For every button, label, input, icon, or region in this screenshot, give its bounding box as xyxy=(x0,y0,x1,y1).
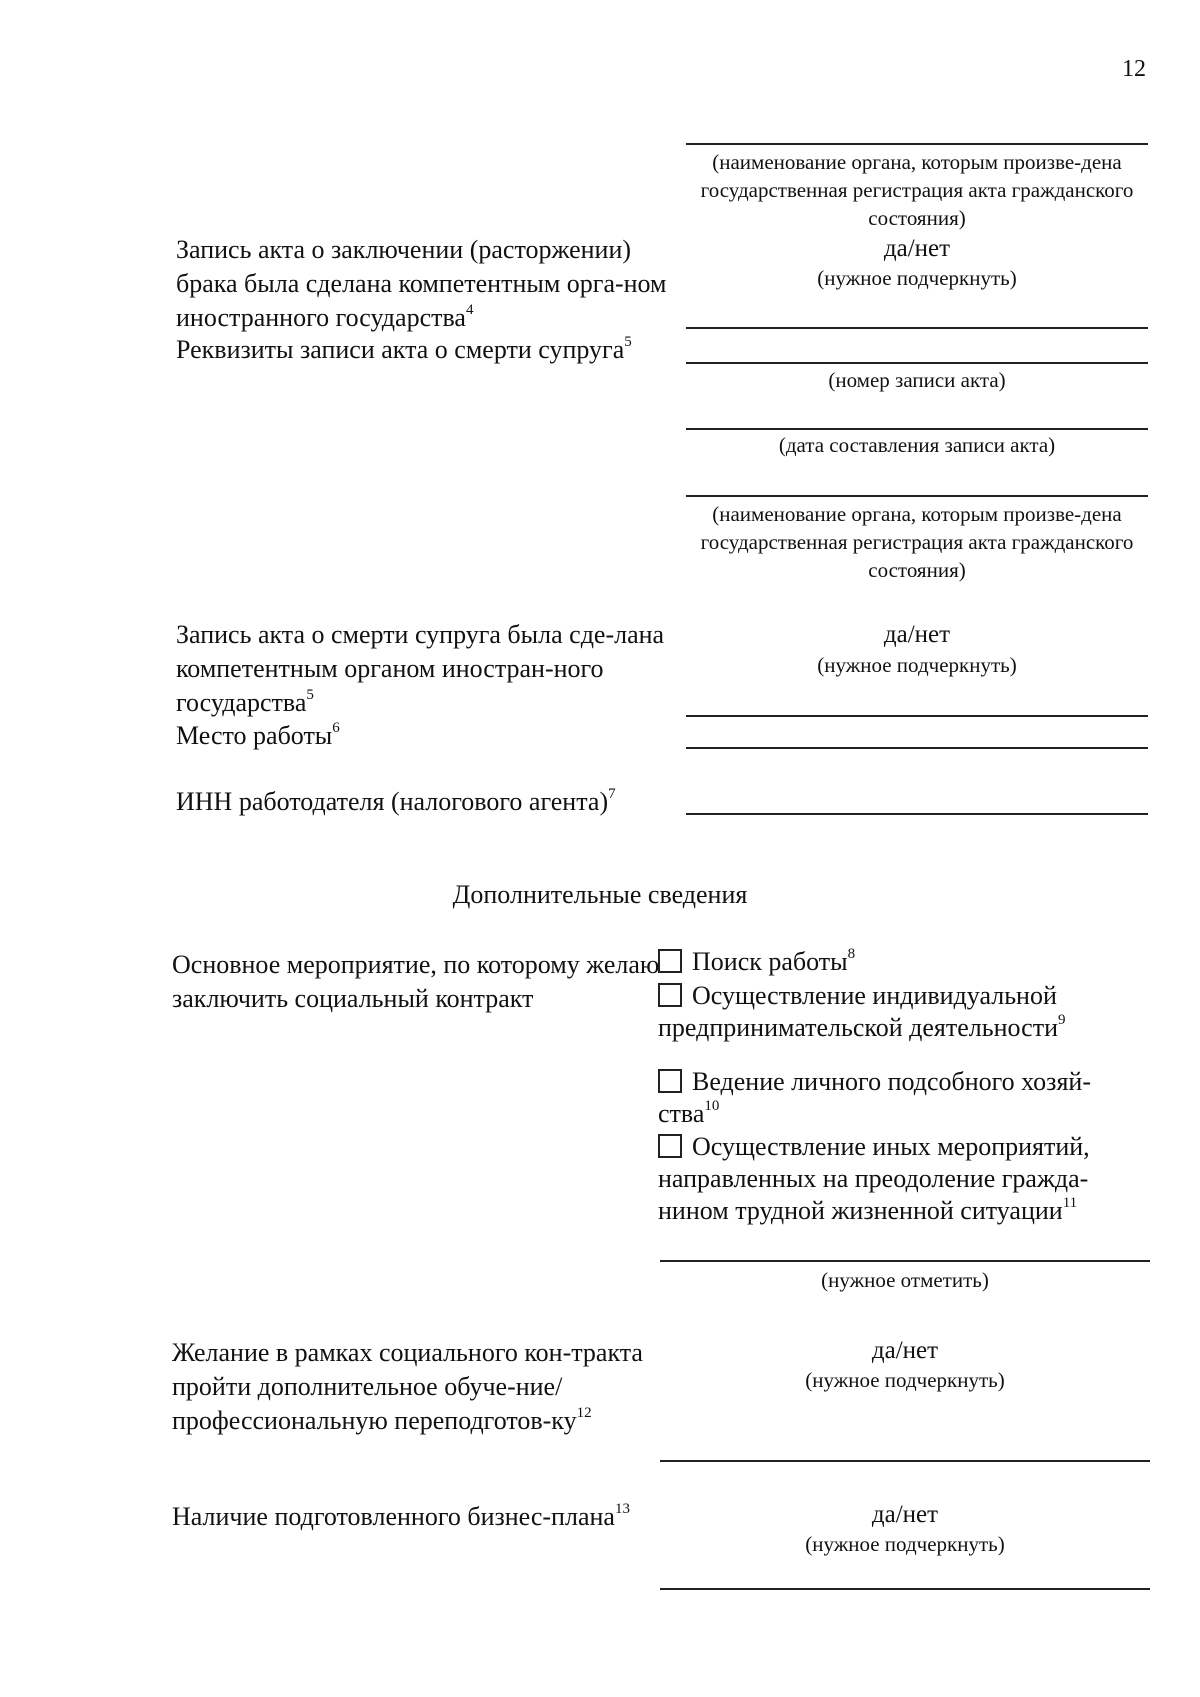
separator-line xyxy=(686,715,1148,717)
section-title: Дополнительные сведения xyxy=(452,880,748,909)
workplace-label: Место работы$^6$ xyxy=(176,720,340,750)
footnote-ref: 9 xyxy=(1057,1012,1066,1029)
record-number-caption: (номер записи акта) xyxy=(828,368,1006,392)
main-activity-label: Основное мероприятие, по которому желаю заключить социальный контракт xyxy=(172,950,660,1013)
checkbox[interactable] xyxy=(658,983,682,1007)
org-caption: (наименование органа, которым произве-дена государственная регистрация акта гражданского состояния) xyxy=(700,502,1134,582)
option-subsidiary-farming[interactable]: Ведение личного подсобного хозяй-ства$^{10}$ xyxy=(658,1067,1091,1128)
option-job-search[interactable]: Поиск работы$^8$ xyxy=(658,946,1128,978)
footnote-ref: 7 xyxy=(608,786,616,803)
org-name-line[interactable] xyxy=(686,143,1148,145)
org-caption: (наименование органа, которым произве-дена государственная регистрация акта гражданского состояния) xyxy=(700,150,1134,230)
training-hint: (нужное подчеркнуть) xyxy=(805,1368,1005,1392)
business-plan-hint: (нужное подчеркнуть) xyxy=(805,1532,1005,1556)
marriage-hint: (нужное подчеркнуть) xyxy=(817,266,1017,290)
marriage-answer[interactable]: да/нет xyxy=(883,235,951,262)
separator-line xyxy=(660,1260,1150,1262)
option-entrepreneurship[interactable]: Осуществление индивидуальной предпринимательской деятельности$^9$ xyxy=(658,981,1066,1042)
footnote-ref: 4 xyxy=(465,302,474,319)
death-foreign-label: Запись акта о смерти супруга была сде-лана компетентным органом иностран-ного государства$^5$ xyxy=(176,620,665,717)
separator-line xyxy=(686,327,1148,329)
inn-label: ИНН работодателя (налогового агента)$^7$ xyxy=(176,786,616,816)
death-details-label: Реквизиты записи акта о смерти супруга$^5$ xyxy=(176,334,632,364)
inn-line[interactable] xyxy=(686,813,1148,815)
option-other-measures[interactable]: Осуществление иных мероприятий, направленных на преодоление гражда-нином трудной жизненной ситуации$^{11}$ xyxy=(658,1132,1090,1225)
footnote-ref: 6 xyxy=(332,720,340,737)
death-foreign-answer[interactable]: да/нет xyxy=(883,621,951,648)
footnote-ref: 8 xyxy=(847,946,856,963)
training-label: Желание в рамках социального кон-тракта пройти дополнительное обуче-ние/профессиональную переподготов-$ку^{12}$ xyxy=(172,1338,643,1435)
footnote-ref: 10 xyxy=(704,1098,720,1115)
checkbox[interactable] xyxy=(658,1134,682,1158)
death-foreign-hint: (нужное подчеркнуть) xyxy=(817,653,1017,677)
record-date-line[interactable] xyxy=(686,428,1148,430)
business-plan-label: Наличие подготовленного бизнес-плана$^{13}$ xyxy=(172,1501,630,1531)
footnote-ref: 13 xyxy=(614,1501,630,1518)
main-activity-hint: (нужное отметить) xyxy=(821,1268,989,1292)
footnote-ref: 11 xyxy=(1062,1195,1078,1212)
workplace-line[interactable] xyxy=(686,747,1148,749)
footnote-ref: 5 xyxy=(306,687,314,704)
footnote-ref: 5 xyxy=(624,334,632,351)
marriage-foreign-label: Запись акта о заключении (расторжении) брака была сделана компетентным орга-ном иностранного государства$^4$ xyxy=(176,235,667,332)
checkbox[interactable] xyxy=(658,949,682,973)
record-number-line[interactable] xyxy=(686,362,1148,364)
page-number: 12 xyxy=(1122,56,1146,82)
business-plan-answer[interactable]: да/нет xyxy=(871,1501,939,1528)
training-answer[interactable]: да/нет xyxy=(871,1337,939,1364)
separator-line xyxy=(660,1460,1150,1462)
record-date-caption: (дата составления записи акта) xyxy=(778,433,1056,457)
checkbox[interactable] xyxy=(658,1069,682,1093)
separator-line xyxy=(660,1588,1150,1590)
footnote-ref: 12 xyxy=(576,1405,592,1422)
org-name-line[interactable] xyxy=(686,495,1148,497)
